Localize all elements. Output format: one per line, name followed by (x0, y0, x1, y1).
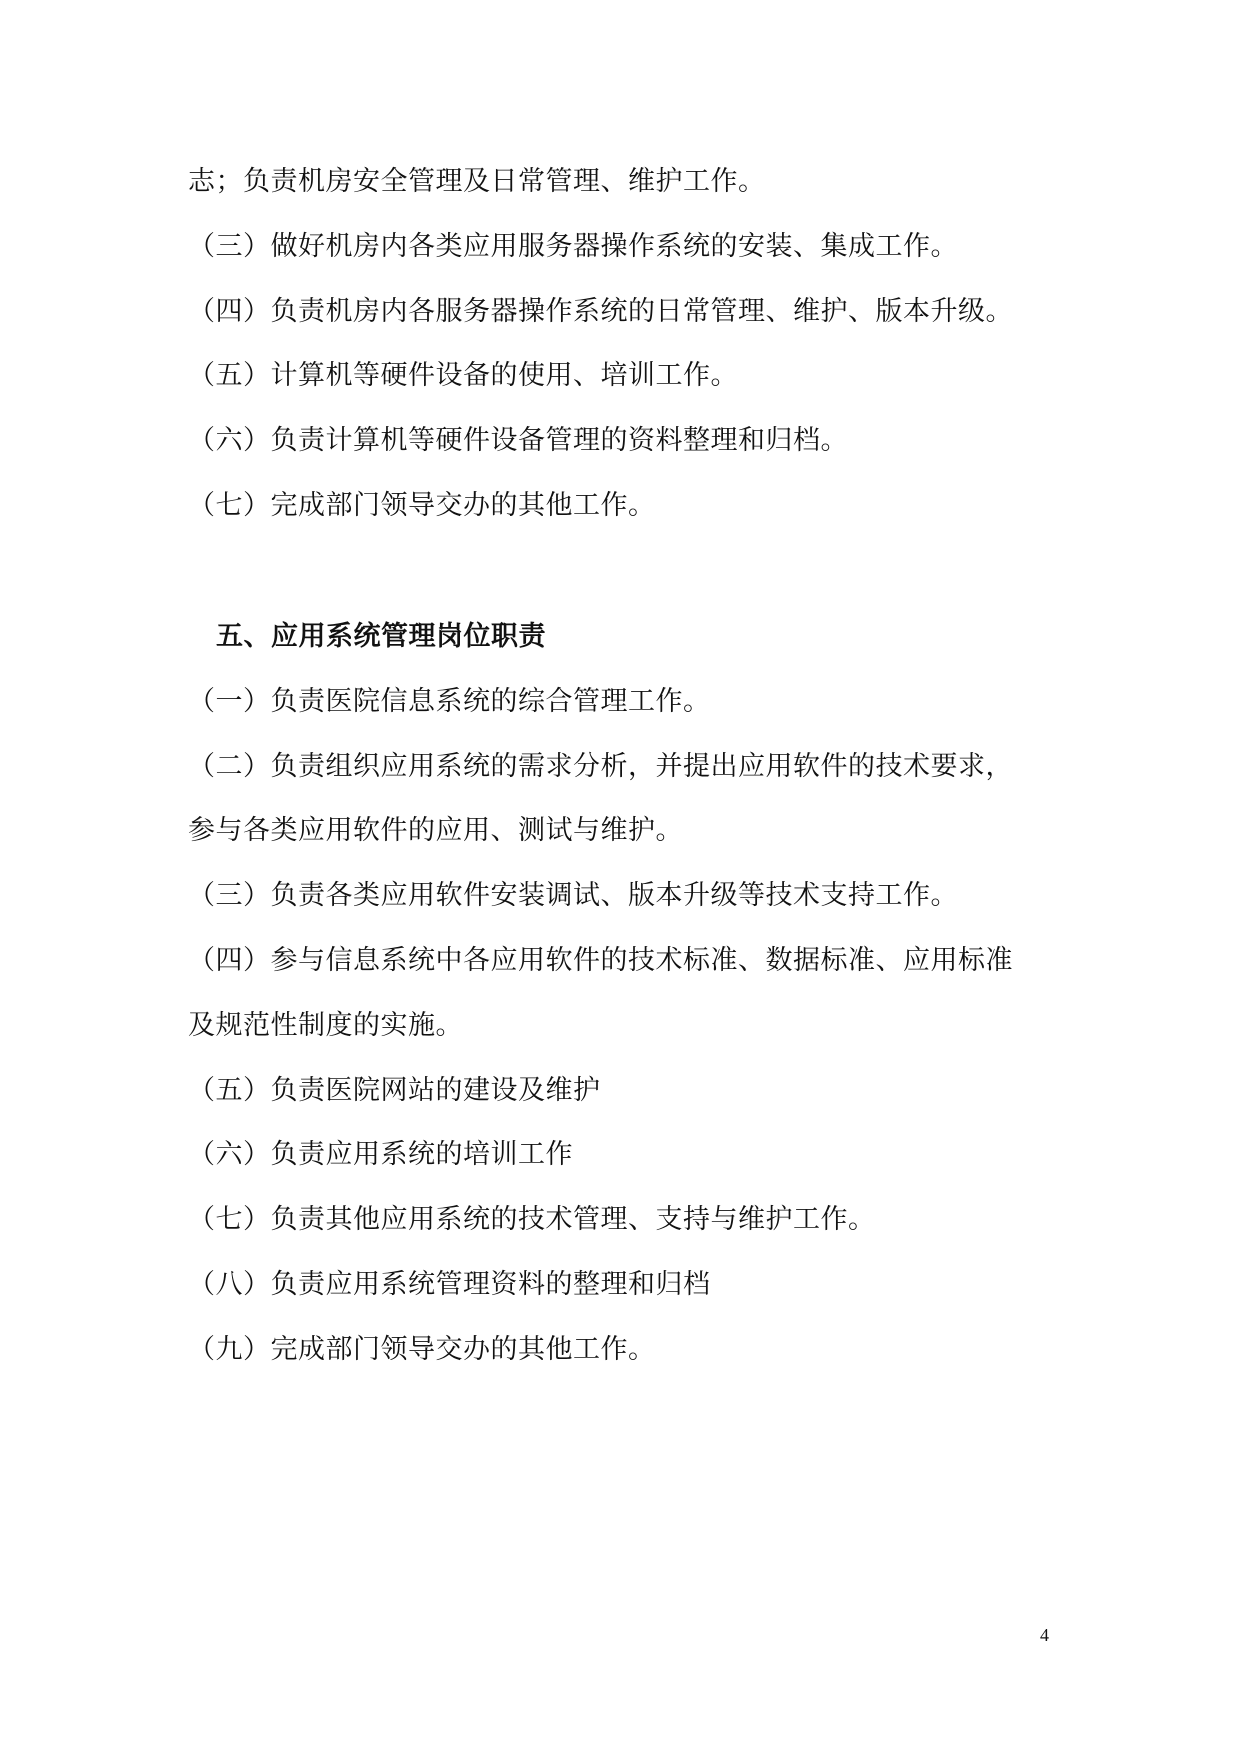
paragraph-line: （七）完成部门领导交办的其他工作。 (188, 490, 656, 521)
paragraph-line: （二）负责组织应用系统的需求分析，并提出应用软件的技术要求， (188, 751, 1013, 782)
section-heading: 五、应用系统管理岗位职责 (216, 621, 546, 652)
paragraph-line: （六）负责应用系统的培训工作 (188, 1139, 573, 1170)
paragraph-line: （九）完成部门领导交办的其他工作。 (188, 1334, 656, 1365)
paragraph-line: （三）负责各类应用软件安装调试、版本升级等技术支持工作。 (188, 880, 958, 911)
paragraph-line: 志；负责机房安全管理及日常管理、维护工作。 (188, 166, 766, 197)
paragraph-line: （五）计算机等硬件设备的使用、培训工作。 (188, 360, 738, 391)
paragraph-line: （三）做好机房内各类应用服务器操作系统的安装、集成工作。 (188, 231, 958, 262)
page-number: 4 (1040, 1625, 1049, 1645)
paragraph-line: （四）参与信息系统中各应用软件的技术标准、数据标准、应用标准 (188, 945, 1013, 976)
paragraph-line: （八）负责应用系统管理资料的整理和归档 (188, 1269, 711, 1300)
paragraph-line: （七）负责其他应用系统的技术管理、支持与维护工作。 (188, 1204, 876, 1235)
paragraph-line: （一）负责医院信息系统的综合管理工作。 (188, 686, 711, 717)
paragraph-line: （六）负责计算机等硬件设备管理的资料整理和归档。 (188, 425, 848, 456)
paragraph-line: （四）负责机房内各服务器操作系统的日常管理、维护、版本升级。 (188, 296, 1013, 327)
paragraph-line: 参与各类应用软件的应用、测试与维护。 (188, 815, 683, 846)
paragraph-line: 及规范性制度的实施。 (188, 1010, 463, 1041)
paragraph-line: （五）负责医院网站的建设及维护 (188, 1075, 601, 1106)
